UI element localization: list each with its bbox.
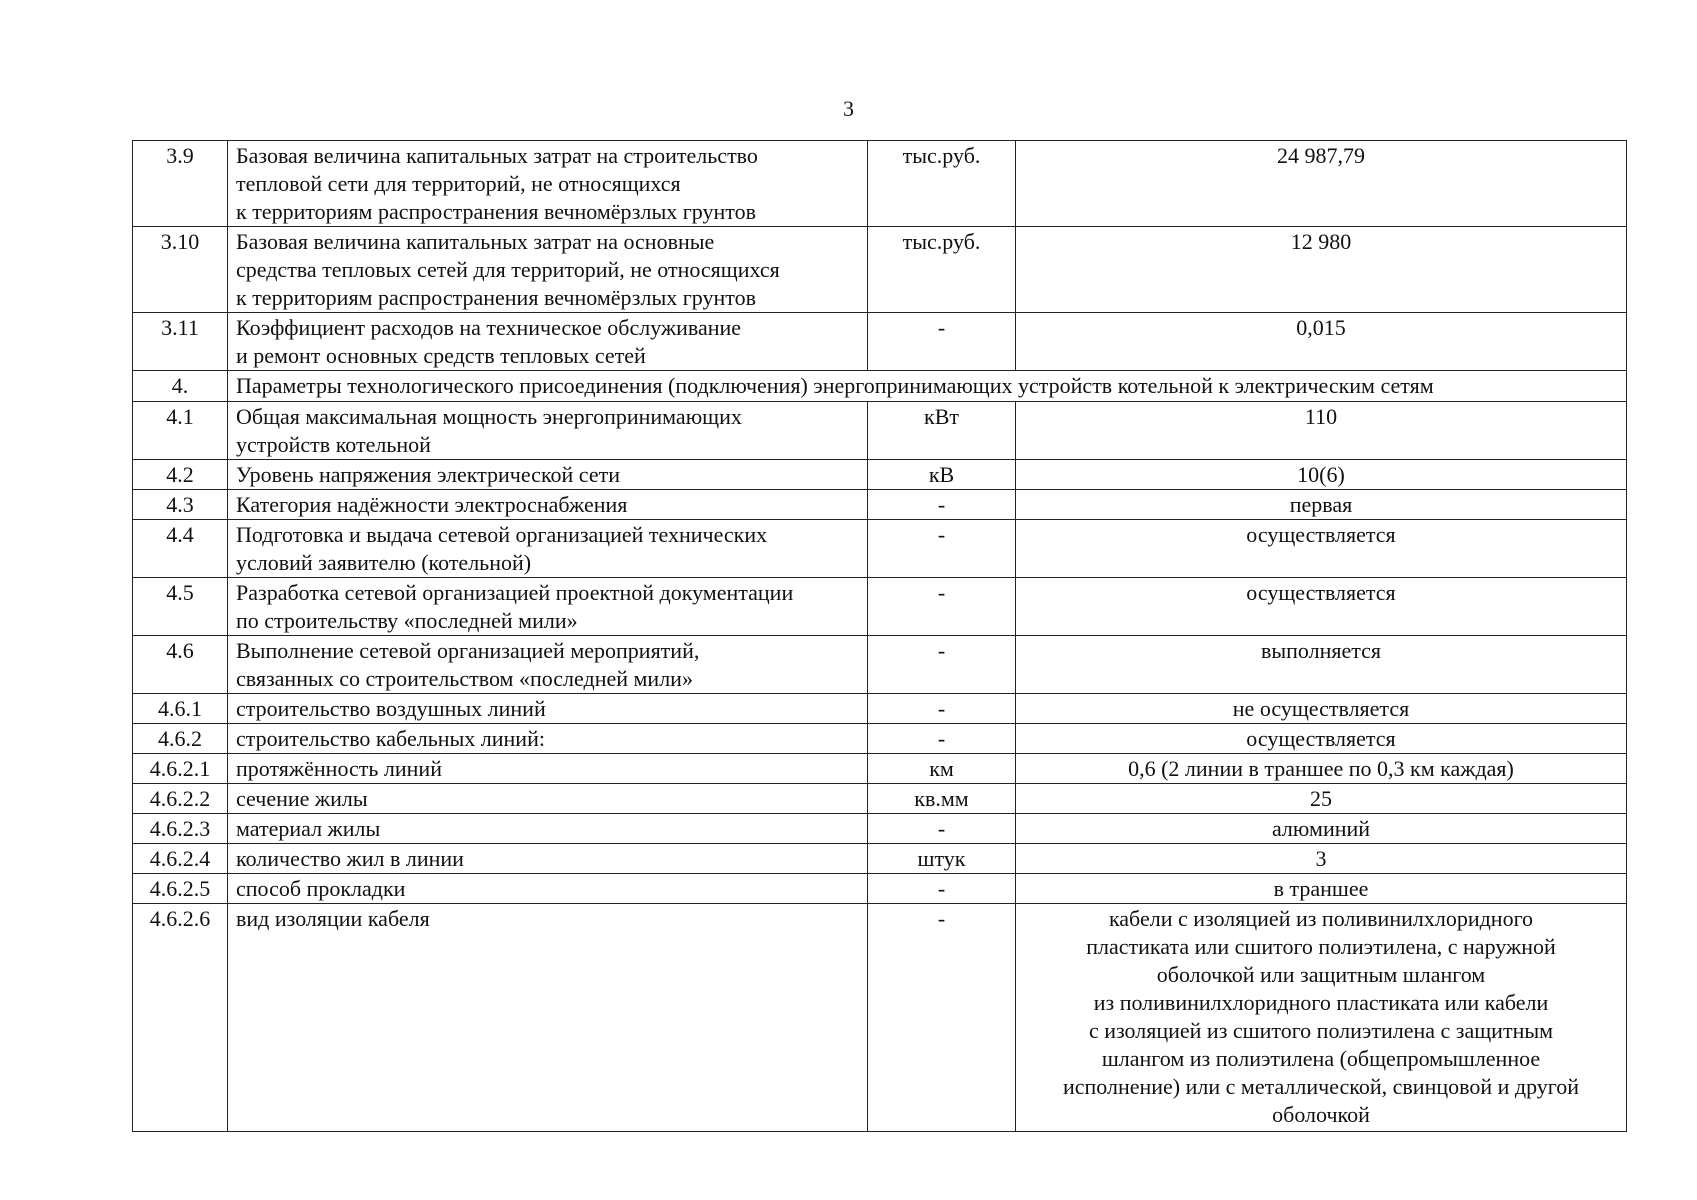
unit: кВт	[868, 402, 1016, 460]
table-row	[133, 636, 1627, 694]
row-number: 4.2	[133, 460, 228, 490]
table-row	[133, 694, 1627, 724]
parameter-name: строительство воздушных линий	[228, 694, 868, 724]
table-row	[133, 578, 1627, 636]
value: 25	[1016, 784, 1627, 814]
table-row	[133, 844, 1627, 874]
row-number: 4.5	[133, 578, 228, 636]
unit: -	[868, 904, 1016, 1132]
value: не осуществляется	[1016, 694, 1627, 724]
table-row	[133, 313, 1627, 371]
unit: -	[868, 694, 1016, 724]
value: выполняется	[1016, 636, 1627, 694]
value: 10(6)	[1016, 460, 1627, 490]
table-row	[133, 724, 1627, 754]
row-number: 4.6	[133, 636, 228, 694]
value: кабели с изоляцией из поливинилхлоридного пластиката или сшитого полиэтилена, с наружной оболочкой или защитным шлангом из поливинилхлоридного пластиката или кабели с изоляцией из сшитого полиэтилена с защитным шлангом из полиэтилена (общепромышленное исполнение) или с металлической, свинцовой и другой оболочкой	[1016, 904, 1627, 1132]
section-title: Параметры технологического присоединения (подключения) энергопринимающих устройств котельной к электрическим сетям	[228, 371, 1627, 402]
value: 24 987,79	[1016, 141, 1627, 227]
row-number: 4.4	[133, 520, 228, 578]
table-row	[133, 784, 1627, 814]
unit: -	[868, 814, 1016, 844]
unit: -	[868, 636, 1016, 694]
value: 0,6 (2 линии в траншее по 0,3 км каждая)	[1016, 754, 1627, 784]
unit: штук	[868, 844, 1016, 874]
row-number: 3.11	[133, 313, 228, 371]
unit: кв.мм	[868, 784, 1016, 814]
table-row	[133, 402, 1627, 460]
unit: тыс.руб.	[868, 227, 1016, 313]
parameter-name: Коэффициент расходов на техническое обслуживание и ремонт основных средств тепловых сетей	[228, 313, 868, 371]
parameter-name: Разработка сетевой организацией проектной документации по строительству «последней мили»	[228, 578, 868, 636]
parameter-name: строительство кабельных линий:	[228, 724, 868, 754]
unit: -	[868, 578, 1016, 636]
page-number: 3	[843, 96, 854, 121]
row-number: 4.6.2.2	[133, 784, 228, 814]
table-row	[133, 460, 1627, 490]
table-row	[133, 520, 1627, 578]
value: 12 980	[1016, 227, 1627, 313]
row-number: 3.9	[133, 141, 228, 227]
value: осуществляется	[1016, 578, 1627, 636]
value: осуществляется	[1016, 724, 1627, 754]
value: 3	[1016, 844, 1627, 874]
row-number: 4.6.2.5	[133, 874, 228, 904]
value: осуществляется	[1016, 520, 1627, 578]
value: 110	[1016, 402, 1627, 460]
parameter-name: вид изоляции кабеля	[228, 904, 868, 1132]
row-number: 4.6.2.1	[133, 754, 228, 784]
table-row	[133, 490, 1627, 520]
table-row	[133, 814, 1627, 844]
table-row	[133, 141, 1627, 227]
parameter-name: Подготовка и выдача сетевой организацией технических условий заявителю (котельной)	[228, 520, 868, 578]
value: 0,015	[1016, 313, 1627, 371]
unit: -	[868, 874, 1016, 904]
parameter-name: сечение жилы	[228, 784, 868, 814]
value: в траншее	[1016, 874, 1627, 904]
parameter-name: материал жилы	[228, 814, 868, 844]
row-number: 4.1	[133, 402, 228, 460]
value: первая	[1016, 490, 1627, 520]
section-row	[133, 371, 1627, 402]
parameter-name: количество жил в линии	[228, 844, 868, 874]
parameter-name: Базовая величина капитальных затрат на основные средства тепловых сетей для территорий, не относящихся к территориям распространения вечномёрзлых грунтов	[228, 227, 868, 313]
unit: км	[868, 754, 1016, 784]
table-row	[133, 874, 1627, 904]
parameter-name: Общая максимальная мощность энергопринимающих устройств котельной	[228, 402, 868, 460]
unit: -	[868, 724, 1016, 754]
row-number: 4.6.2.3	[133, 814, 228, 844]
row-number: 4.6.2	[133, 724, 228, 754]
row-number: 4.3	[133, 490, 228, 520]
section-number: 4.	[133, 371, 228, 402]
unit: -	[868, 313, 1016, 371]
table-row	[133, 754, 1627, 784]
unit: тыс.руб.	[868, 141, 1016, 227]
row-number: 3.10	[133, 227, 228, 313]
parameter-name: Выполнение сетевой организацией мероприятий, связанных со строительством «последней мили»	[228, 636, 868, 694]
table-row	[133, 904, 1627, 1132]
unit: -	[868, 490, 1016, 520]
value: алюминий	[1016, 814, 1627, 844]
row-number: 4.6.1	[133, 694, 228, 724]
parameters-table	[132, 140, 1627, 1132]
parameter-name: Категория надёжности электроснабжения	[228, 490, 868, 520]
parameter-name: протяжённость линий	[228, 754, 868, 784]
parameter-name: Уровень напряжения электрической сети	[228, 460, 868, 490]
row-number: 4.6.2.4	[133, 844, 228, 874]
table-row	[133, 227, 1627, 313]
parameter-name: способ прокладки	[228, 874, 868, 904]
unit: кВ	[868, 460, 1016, 490]
parameter-name: Базовая величина капитальных затрат на строительство тепловой сети для территорий, не относящихся к территориям распространения вечномёрзлых грунтов	[228, 141, 868, 227]
unit: -	[868, 520, 1016, 578]
row-number: 4.6.2.6	[133, 904, 228, 1132]
